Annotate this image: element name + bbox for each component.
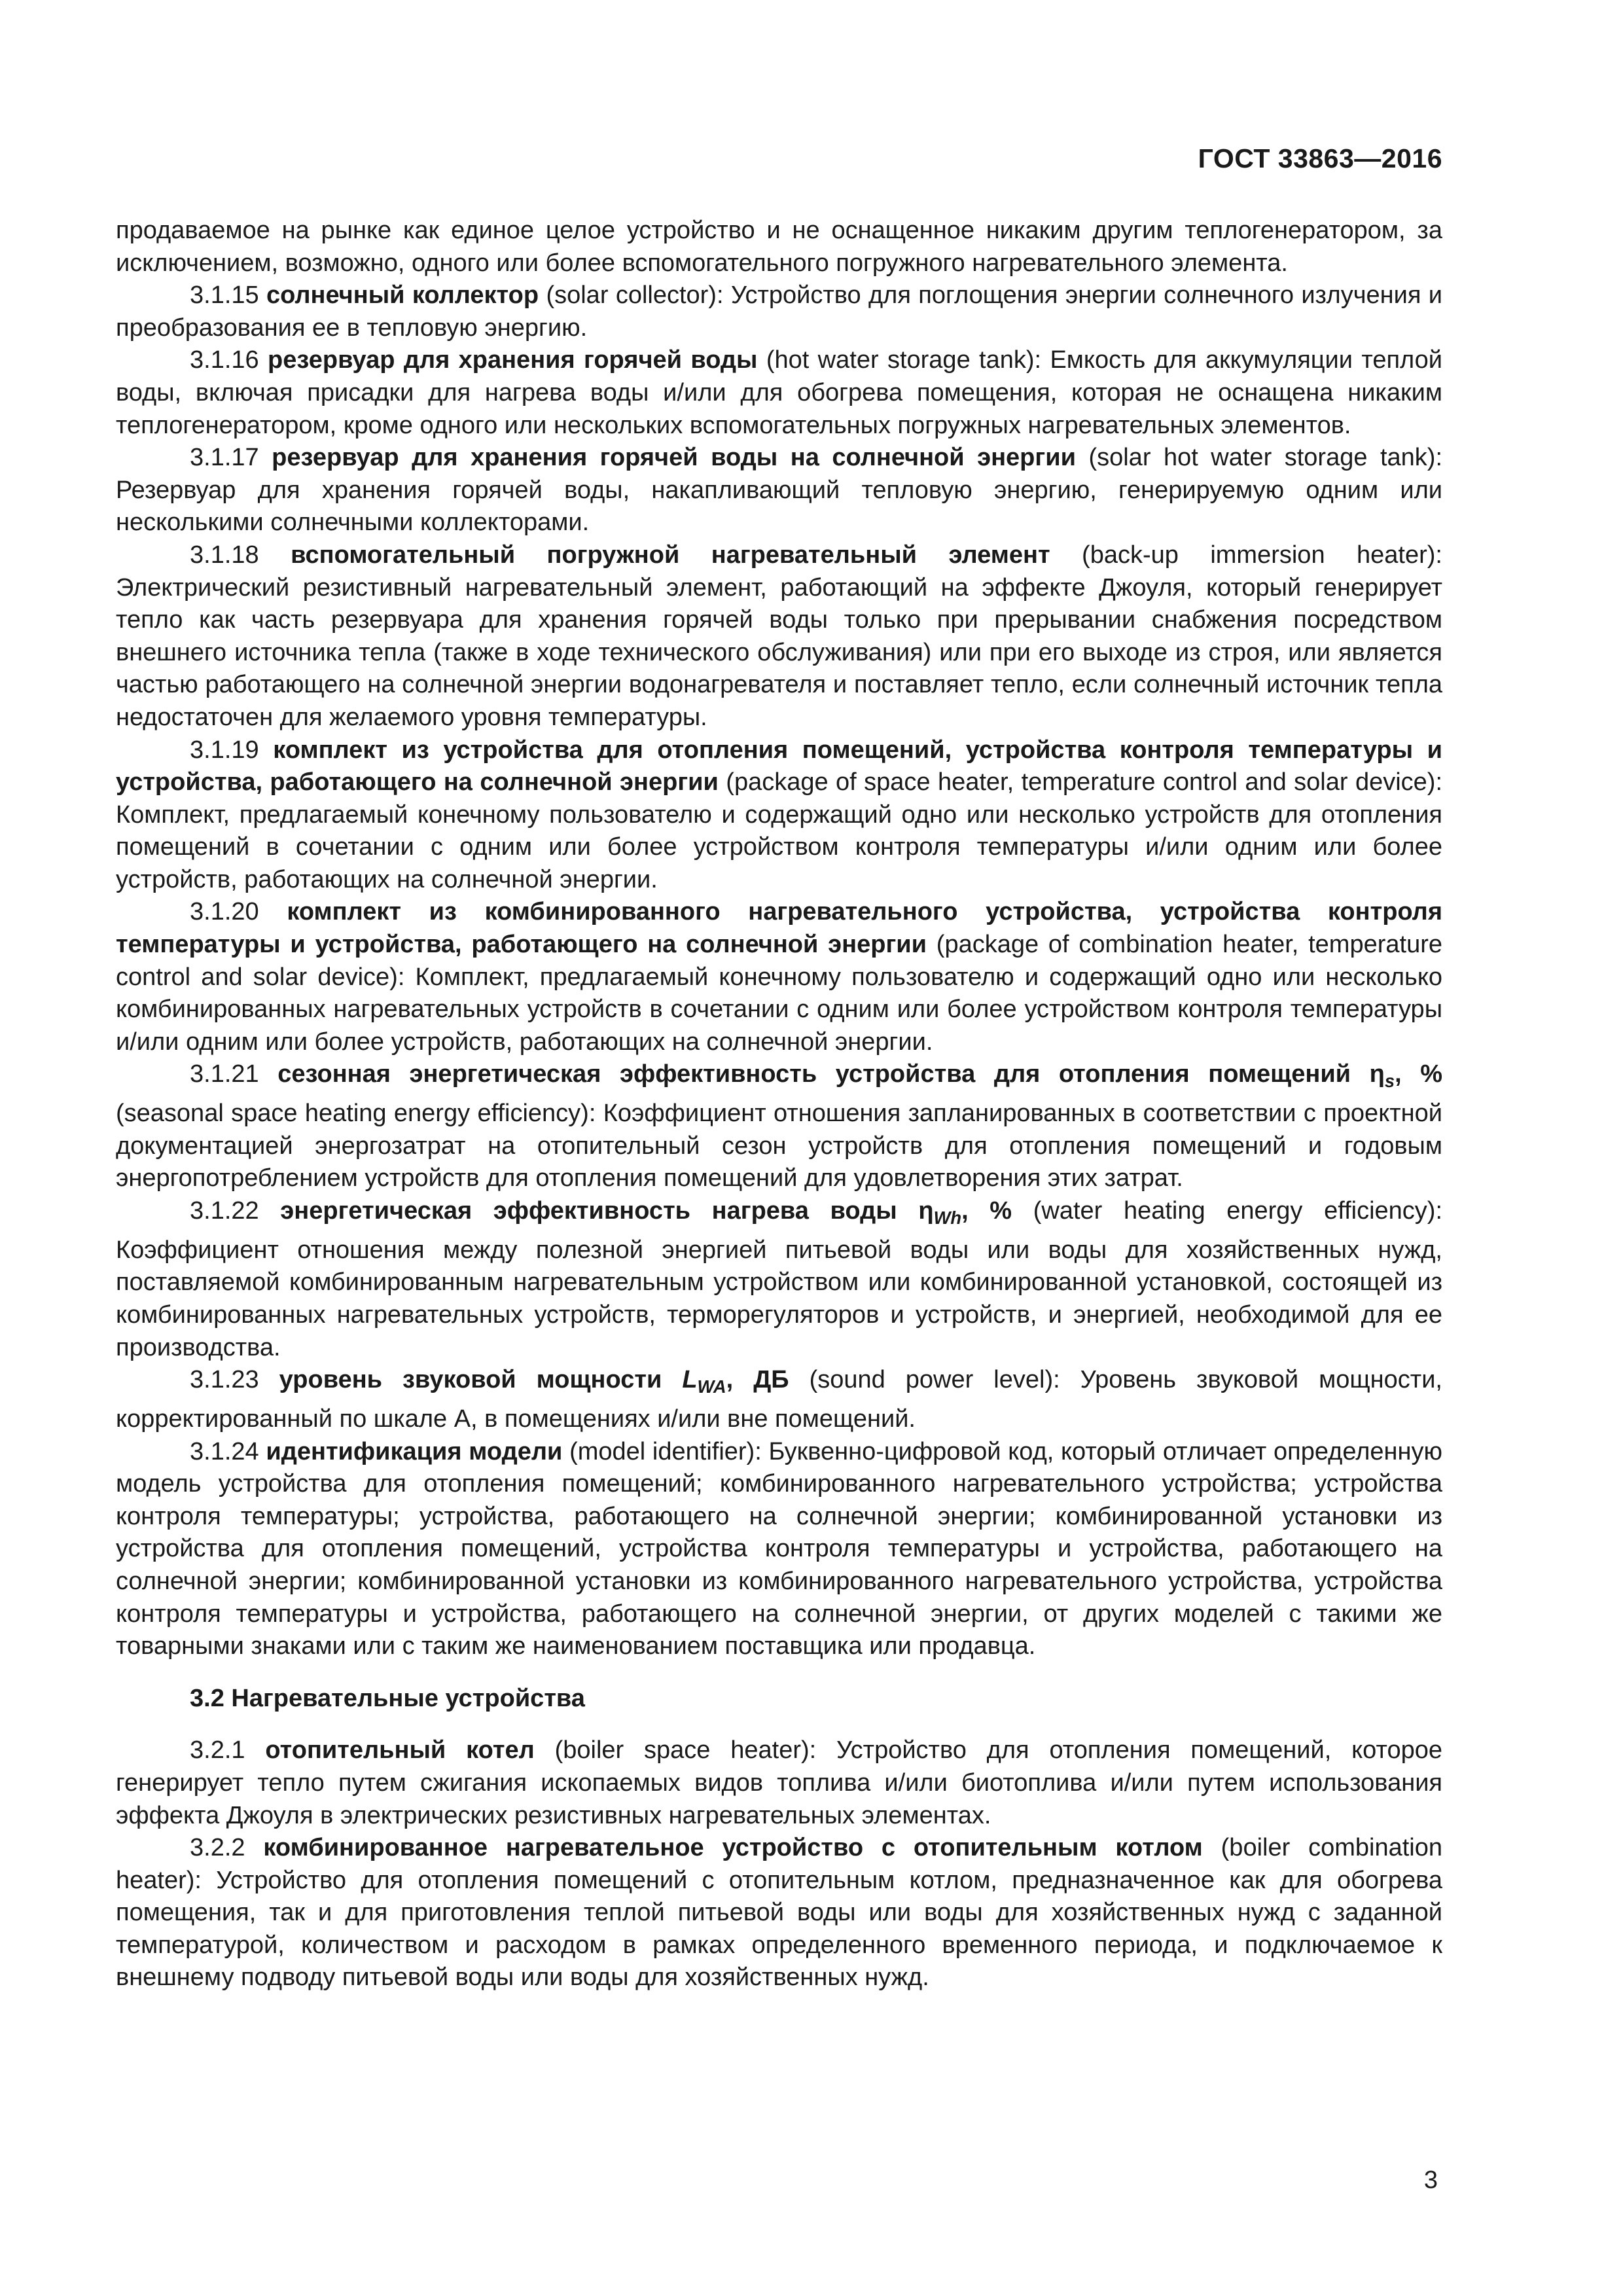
definition-3-2-2 [116,1832,1442,1994]
definition-term: вспомогательный погружной нагревательный элемент [291,541,1050,569]
definition-text: (back-up immersion heater): Электрический резистивный нагревательный элемент, работающий на эффекте Джоуля, который генерирует тепло как часть резервуара для хранения горячей воды только при прерывании снабжения посредством внешнего источника тепла (также в ходе технического обслуживания) или при его выходе из строя, или является частью работающего на солнечной энергии водонагревателя и поставляет тепло, если солнечный источник тепла недостаточен для желаемого уровня температуры. [116,541,1442,731]
definition-3-1-15 [116,279,1442,344]
definition-3-1-22 [116,1195,1442,1364]
term-subscript: Wh [933,1208,962,1229]
definition-text: (boiler combination heater): Устройство для отопления помещений с отопительным котлом, предназначенное как для обогрева помещения, так и для приготовления теплой питьевой воды или воды для хозяйственных нужд с заданной температурой, количеством и расходом в рамках определенного временного периода, и подключаемое к внешнему подводу питьевой воды или воды для хозяйственных нужд. [116,1834,1442,1992]
continuation-paragraph: продаваемое на рынке как единое целое устройство и не оснащенное никаким другим теплогенератором, за исключением, возможно, одного или более вспомогательного погружного нагревательного элемента. [116,217,1442,277]
definition-3-1-16 [116,344,1442,442]
definition-number: 3.2.2 [190,1834,245,1862]
definition-number: 3.1.17 [190,444,259,472]
definition-text: (solar collector): Устройство для поглощения энергии солнечного излучения и преобразования ее в тепловую энергию. [116,281,1443,342]
definition-term: отопительный котел [265,1736,535,1765]
definition-term: комплект из устройства для отопления помещений, устройства контроля температуры и устройства, работающего на солнечной энергии [116,736,1443,797]
definition-number: 3.1.21 [190,1060,259,1088]
definition-3-1-24 [116,1436,1442,1663]
section-title-3-2: 3.2 Нагревательные устройства [190,1684,585,1712]
definition-term: сезонная энергетическая эффективность устройства для отопления помещений η [277,1060,1385,1088]
definition-text: (water heating energy efficiency): Коэффициент отношения между полезной энергией питьевой воды или воды для хозяйственных нужд, поставляемой комбинированным нагревательным устройством или комбинированной установкой, состоящей из комбинированных нагревательных устройств, терморегуляторов и устройств, и энергией, необходимой для ее производства. [116,1197,1442,1361]
standard-header: ГОСТ 33863—2016 [1198,143,1442,173]
definition-term: энергетическая эффективность нагрева воды η [280,1197,934,1225]
definition-term: комплект из комбинированного нагревательного устройства, устройства контроля температуры и устройства, работающего на солнечной энергии [116,898,1442,959]
definition-text: (sound power level): Уровень звуковой мощности, корректированный по шкале А, в помещениях и/или вне помещений. [116,1366,1442,1433]
definition-text: (boiler space heater): Устройство для отопления помещений, которое генерирует тепло путем сжигания ископаемых видов топлива и/или биотоплива и/или путем использования эффекта Джоуля в электрических резистивных нагревательных элементах. [116,1736,1442,1829]
document-body [116,215,1442,1994]
definition-number: 3.1.23 [190,1366,259,1394]
definition-3-2-1 [116,1734,1442,1832]
term-subscript: WA [697,1376,726,1397]
definition-term: уровень звуковой мощности [279,1366,683,1394]
definition-text: (package of space heater, temperature control and solar device): Комплект, предлагаемый конечному пользователю и содержащий одно или несколько устройств для отопления помещений в сочетании с одним или более устройством контроля температуры и/или одним или более устройств, работающих на солнечной энергии. [116,768,1442,893]
definition-3-1-18 [116,539,1442,734]
definition-text: (hot water storage tank): Емкость для аккумуляции теплой воды, включая присадки для нагрева воды и/или для обогрева помещения, которая не оснащена никаким теплогенератором, кроме одного или нескольких вспомогательных погружных нагревательных элементов. [116,346,1442,439]
definition-number: 3.1.22 [190,1197,259,1225]
term-unit: , ДБ [726,1366,789,1394]
definition-3-1-19 [116,734,1442,897]
definition-text: (seasonal space heating energy efficiency): Коэффициент отношения запланированных в соответствии с проектной документацией энергозатрат на отопительный сезон устройств для отопления помещений и годовым энергопотреблением устройств для отопления помещений для удовлетворения этих затрат. [116,1100,1442,1193]
term-subscript: s [1384,1071,1395,1092]
definition-3-1-20 [116,896,1442,1058]
definition-text: (model identifier): Буквенно-цифровой код, который отличает определенную модель устройства для отопления помещений; комбинированного нагревательного устройства; устройства контроля температуры; устройства, работающего на солнечной энергии; комбинированной установки из устройства для отопления помещений, устройства контроля температуры и устройства, работающего на солнечной энергии; комбинированной установки из комбинированного нагревательного устройства, устройства контроля температуры и устройства, работающего на солнечной энергии, от других моделей с такими же товарными знаками или с таким же наименованием поставщика или продавца. [116,1437,1442,1660]
term-unit: , % [961,1197,1012,1225]
definition-number: 3.2.1 [190,1736,245,1765]
definition-number: 3.1.20 [190,898,259,926]
definition-number: 3.1.16 [190,346,259,374]
term-unit: , % [1395,1060,1443,1088]
definition-term: резервуар для хранения горячей воды на солнечной энергии [272,444,1076,472]
definition-text: (package of combination heater, temperature control and solar device): Комплект, предлагаемый конечному пользователю и содержащий одно или несколько комбинированных нагревательных устройств в сочетании с одним или более устройством контроля температуры и/или одним или более устройств, работающих на солнечной энергии. [116,931,1442,1056]
definition-number: 3.1.24 [190,1437,259,1465]
definition-3-1-21 [116,1058,1442,1195]
definition-term: идентификация модели [266,1437,563,1465]
definition-term: солнечный коллектор [266,281,539,310]
definition-term: комбинированное нагревательное устройство с отопительным котлом [263,1834,1203,1862]
page-number: 3 [1423,2166,1438,2194]
definition-number: 3.1.15 [190,281,259,310]
definition-number: 3.1.19 [190,736,259,764]
definition-3-1-23 [116,1364,1442,1435]
definition-3-1-17 [116,442,1442,539]
definition-text: (solar hot water storage tank): Резервуар для хранения горячей воды, накапливающий тепловую энергию, генерируемую одним или несколькими солнечными коллекторами. [116,444,1443,537]
definition-term: резервуар для хранения горячей воды [268,346,758,374]
definition-number: 3.1.18 [190,541,259,569]
term-symbol: L [682,1366,698,1394]
